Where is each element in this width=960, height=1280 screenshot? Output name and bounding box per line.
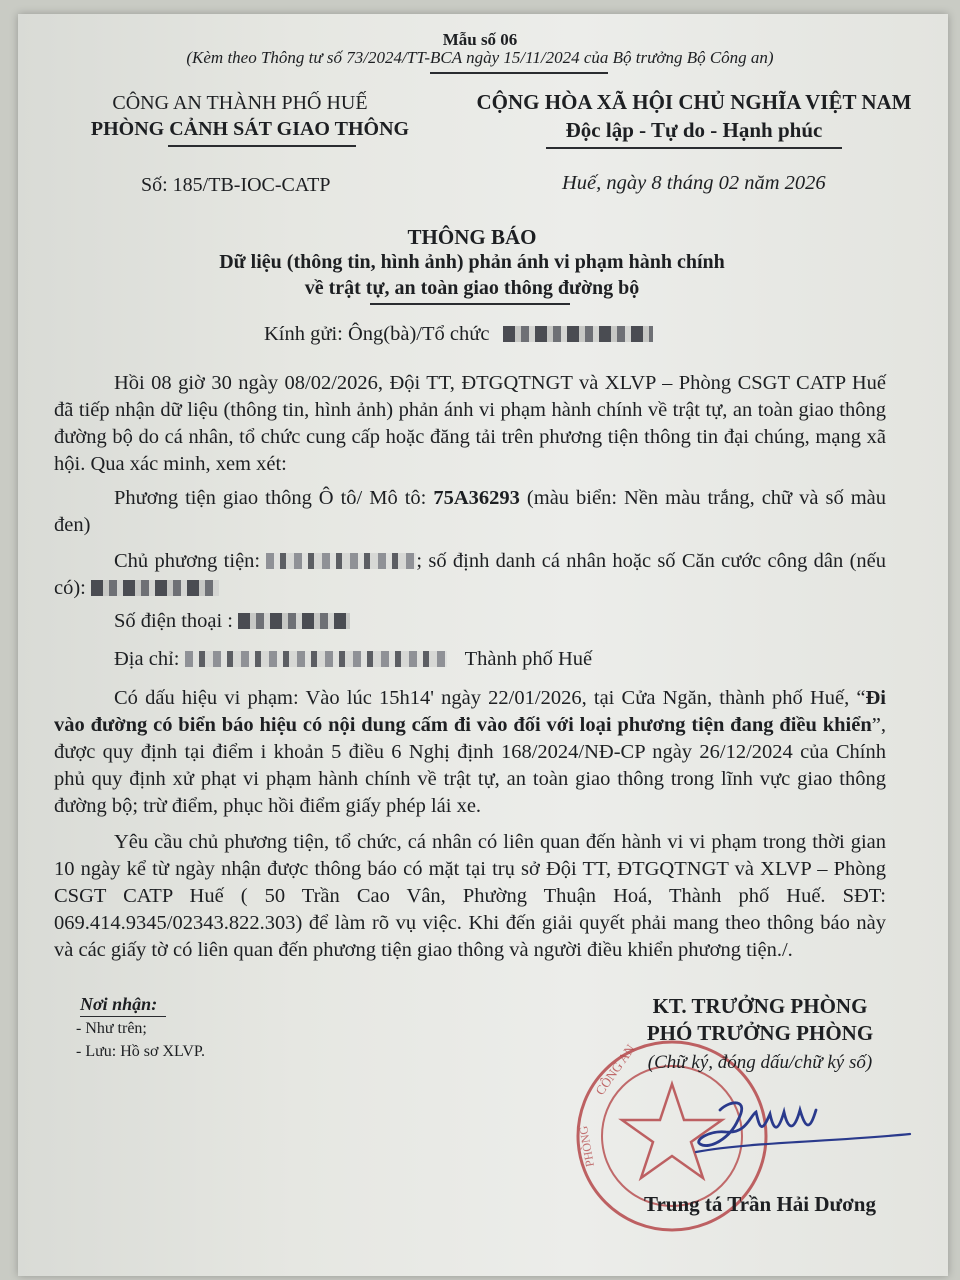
owner-paragraph xyxy=(54,548,886,602)
phone-line xyxy=(114,610,350,633)
redacted-owner-name xyxy=(266,553,416,569)
notice-subtitle-2: về trật tự, an toàn giao thông đường bộ xyxy=(304,277,640,299)
nation-motto: Độc lập - Tự do - Hạnh phúc xyxy=(565,118,823,142)
recipient-line xyxy=(264,323,653,346)
phone-label: Số điện thoại : xyxy=(114,610,239,632)
receiver-item-2: - Lưu: Hồ sơ XLVP. xyxy=(76,1043,205,1060)
address-city: Thành phố Huế xyxy=(464,648,593,670)
nation-name: CỘNG HÒA XÃ HỘI CHỦ NGHĨA VIỆT NAM xyxy=(476,90,912,114)
plate-color: (màu biển: Nền màu trắng, chữ và số màu đen) xyxy=(54,487,886,536)
signer-name: Trung tá Trần Hải Dương xyxy=(644,1192,876,1216)
signer-on-behalf: KT. TRƯỞNG PHÒNG xyxy=(652,994,868,1018)
redacted-owner-id xyxy=(91,580,219,596)
form-underline xyxy=(430,72,608,74)
svg-text:PHÒNG: PHÒNG xyxy=(575,1124,597,1168)
owner-id-label: ; số định danh cá nhân hoặc số Căn cước công dân (nếu có): xyxy=(54,550,886,599)
receiver-item-1: - Như trên; xyxy=(76,1020,147,1037)
license-plate: 75A36293 xyxy=(433,487,520,509)
owner-label: Chủ phương tiện: xyxy=(114,550,267,572)
receivers-underline xyxy=(80,1016,166,1017)
vehicle-paragraph xyxy=(54,485,886,539)
intro-paragraph xyxy=(54,370,886,478)
address-label: Địa chỉ: xyxy=(114,648,185,670)
redacted-address xyxy=(185,651,447,667)
recipient-label: Kính gửi: Ông(bà)/Tổ chức xyxy=(264,323,490,345)
request-paragraph xyxy=(54,829,886,964)
notice-title: THÔNG BÁO xyxy=(407,225,537,249)
receivers-title: Nơi nhận: xyxy=(80,994,158,1014)
notice-subtitle-1: Dữ liệu (thông tin, hình ảnh) phản ánh vi phạm hành chính xyxy=(219,251,725,273)
signature-note: (Chữ ký, đóng dấu/chữ ký số) xyxy=(647,1052,873,1073)
place-date: Huế, ngày 8 tháng 02 năm 2026 xyxy=(562,172,826,194)
handwritten-signature xyxy=(690,1080,930,1170)
violation-rest: ”, được quy định tại điểm i khoản 5 điều 6 Nghị định 168/2024/NĐ-CP ngày 26/12/2024 của Chính phủ quy định xử phạt vi phạm hành chính về trật tự, an toàn giao thông trong lĩnh vực giao thông đường bộ; trừ điểm, phục hồi điểm giấy phép lái xe. xyxy=(54,714,886,817)
redacted-phone xyxy=(238,613,350,629)
violation-act: Đi vào đường có biển báo hiệu có nội dung cấm đi vào đối với loại phương tiện đang điều khiển xyxy=(54,687,886,736)
request-text: Yêu cầu chủ phương tiện, tổ chức, cá nhân có liên quan đến hành vi vi phạm trong thời gian 10 ngày kể từ ngày nhận được thông báo có mặt tại trụ sở Đội TT, ĐTGQTNGT và XLVP – Phòng CSGT CATP Huế ( 50 Trần Cao Vân, Phường Thuận Hoá, Thành phố Huế. SĐT: 069.414.9345/02343.822.303) để làm rõ vụ việc. Khi đến giải quyết phải mang theo thông báo này và các giấy tờ có liên quan đến phương tiện giao thông và người điều khiển phương tiện./. xyxy=(54,831,886,961)
redacted-recipient xyxy=(503,326,653,342)
signer-position: PHÓ TRƯỞNG PHÒNG xyxy=(646,1021,874,1045)
document-number: Số: 185/TB-IOC-CATP xyxy=(141,174,331,196)
violation-paragraph xyxy=(54,685,886,820)
intro-text: Hồi 08 giờ 30 ngày 08/02/2026, Đội TT, ĐTGQTNGT và XLVP – Phòng CSGT CATP Huế đã tiếp nhận dữ liệu (thông tin, hình ảnh) phản ánh vi phạm hành chính về trật tự, an toàn giao thông đường bộ do cá nhân, tổ chức cung cấp hoặc đăng tải trên phương tiện thông tin đại chúng, mạng xã hội. Qua xác minh, xem xét: xyxy=(54,372,886,475)
title-underline xyxy=(370,303,570,305)
svg-text:CÔNG AN: CÔNG AN xyxy=(592,1041,638,1098)
address-line xyxy=(114,648,592,671)
violation-lead: Có dấu hiệu vi phạm: Vào lúc 15h14' ngày 22/01/2026, tại Cửa Ngăn, thành phố Huế, “ xyxy=(114,687,866,709)
agency-underline xyxy=(168,145,356,147)
form-number: Mẫu số 06 xyxy=(442,30,518,49)
motto-underline xyxy=(546,147,842,149)
form-attachment-note: (Kèm theo Thông tư số 73/2024/TT-BCA ngày 15/11/2024 của Bộ trưởng Bộ Công an) xyxy=(186,48,774,67)
vehicle-label: Phương tiện giao thông Ô tô/ Mô tô: xyxy=(114,487,434,509)
agency-unit: PHÒNG CẢNH SÁT GIAO THÔNG xyxy=(90,118,410,140)
agency-parent: CÔNG AN THÀNH PHỐ HUẾ xyxy=(112,92,368,114)
